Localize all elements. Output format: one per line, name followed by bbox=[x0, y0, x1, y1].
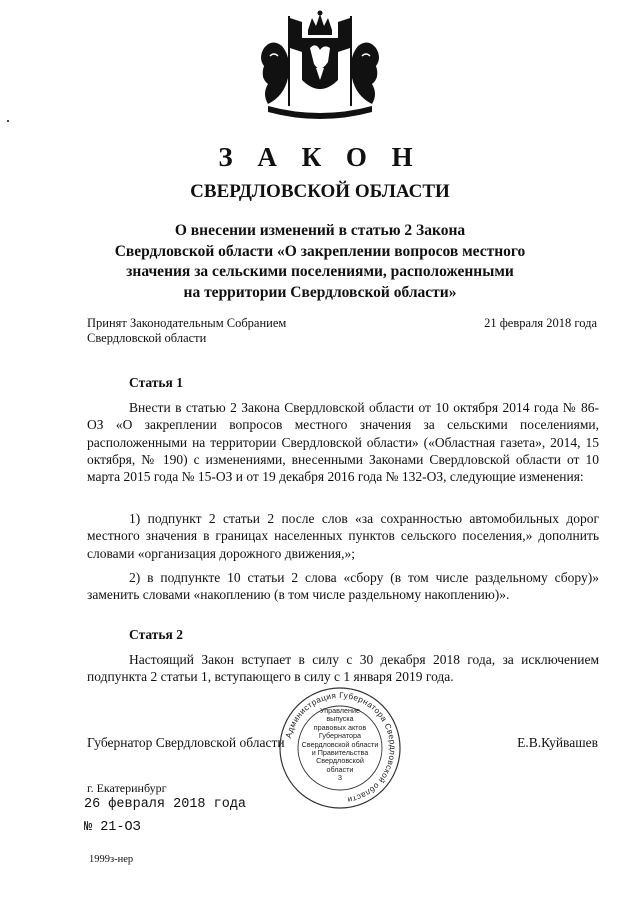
seal-line: Управление bbox=[320, 706, 360, 715]
seal-line: 3 bbox=[338, 773, 342, 783]
adoption-line: Принят Законодательным Собранием bbox=[87, 316, 287, 330]
law-title: З А К О Н bbox=[218, 142, 422, 172]
law-subject-line: на территории Свердловской области» bbox=[183, 283, 457, 301]
place-of-signing: г. Екатеринбург bbox=[87, 781, 167, 795]
seal-line: области bbox=[326, 764, 354, 774]
article-1-item-1: 1) подпункт 2 статьи 2 после слов «за сохранностью автомобильных дорог местного значения в границах населенных пунктов сельского поселения,» дополнить словами «организация дорожного движения,»; bbox=[87, 511, 599, 561]
seal-center-text bbox=[300, 707, 380, 783]
seal-line: Свердловской bbox=[316, 756, 364, 766]
document-code: 1999з-нер bbox=[89, 854, 134, 865]
adoption-date: 21 февраля 2018 года bbox=[484, 316, 597, 330]
law-region: СВЕРДЛОВСКОЙ ОБЛАСТИ bbox=[190, 181, 450, 202]
seal-ring-text: Администрация Губернатора Свердловской области bbox=[284, 690, 398, 805]
scan-dot bbox=[7, 120, 9, 122]
law-subject bbox=[100, 221, 540, 303]
law-subject-line: Свердловской области «О закреплении вопросов местного bbox=[114, 242, 526, 260]
adoption-body bbox=[87, 316, 286, 346]
article-2-heading: Статья 2 bbox=[129, 627, 183, 642]
governor-name: Е.В.Куйвашев bbox=[517, 735, 598, 750]
law-subject-line: О внесении изменений в статью 2 Закона bbox=[174, 222, 466, 239]
seal-line: выпуска bbox=[326, 714, 354, 724]
article-1-item-2: 2) в подпункте 10 статьи 2 слова «сбору (в том числе раздельному сбору)» заменить словами «накоплению (в том числе раздельному накоплению)». bbox=[87, 570, 599, 603]
law-subject-line: значения за сельскими поселениями, расположенными bbox=[126, 263, 514, 280]
adoption-line: Свердловской области bbox=[87, 331, 207, 345]
seal-line: Губернатора bbox=[318, 731, 362, 741]
governor-position: Губернатор Свердловской области bbox=[87, 735, 285, 750]
article-1-paragraph: Внести в статью 2 Закона Свердловской области от 10 октября 2014 года № 86-ОЗ «О закреплении вопросов местного значения за сельскими поселениями, расположенными на территории Свердловской области» («Областная газета», 2014, 15 октября, № 190) с изменениями, внесенными Законами Свердловской области от 10 марта 2015 года № 15-ОЗ и от 19 декабря 2016 года № 132-ОЗ, следующие изменения: bbox=[87, 400, 599, 485]
signing-date: 26 февраля 2018 года bbox=[84, 797, 247, 812]
seal-line: правовых актов bbox=[313, 722, 367, 732]
seal-line: Свердловской области bbox=[301, 739, 379, 749]
coat-of-arms-icon bbox=[258, 8, 382, 120]
article-2-paragraph: Настоящий Закон вступает в силу с 30 декабря 2018 года, за исключением подпункта 2 статьи 1, вступающего в силу с 1 января 2019 года. bbox=[87, 652, 599, 685]
article-1-heading: Статья 1 bbox=[129, 375, 183, 390]
law-number: № 21-ОЗ bbox=[84, 820, 141, 835]
seal-line: и Правительства bbox=[311, 748, 369, 758]
